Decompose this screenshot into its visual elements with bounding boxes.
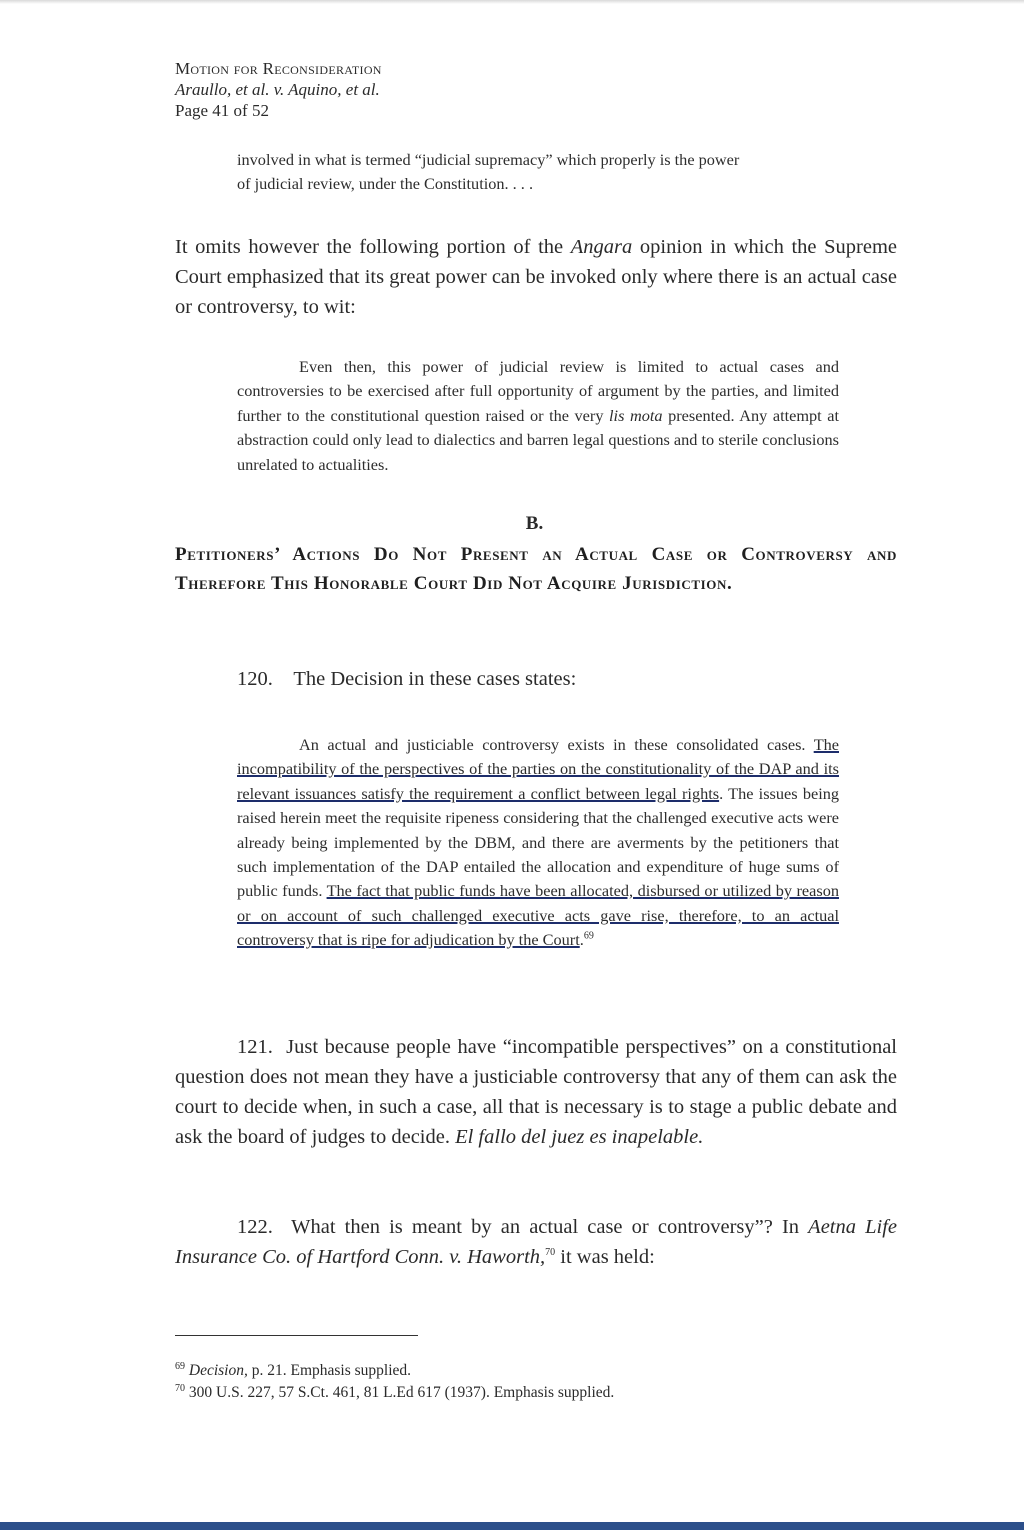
footnote-rule bbox=[175, 1335, 418, 1336]
quote-decision bbox=[237, 733, 839, 953]
footnote-69 bbox=[175, 1361, 411, 1380]
text-run: . bbox=[579, 930, 584, 950]
text-run: Just because people have “incompatible perspectives” on a constitutional question does not mean they have a justiciable controversy that any of them can ask the court to decide when, in such a case, all that is necessary is to stage a public debate and ask the board of judges to decide. bbox=[175, 1036, 898, 1148]
footnote-ref: 70 bbox=[545, 1247, 556, 1259]
footnote-text: 300 U.S. 227, 57 S.Ct. 461, 81 L.Ed 617 (1937). Emphasis supplied. bbox=[185, 1384, 615, 1401]
text-run: An actual and justiciable controversy exists in these consolidated cases. bbox=[299, 735, 814, 754]
footnote-number: 69 bbox=[175, 1360, 185, 1372]
underlined-text: The fact that public funds have been allocated, disbursed or utilized by reason or on account of such challenged executive acts gave rise, therefore, to an actual controversy that is ripe for adjudication by the Court bbox=[237, 881, 839, 950]
paragraph-120 bbox=[237, 664, 897, 694]
footnote-ref: 69 bbox=[583, 930, 594, 942]
footnote-italic: Decision, bbox=[188, 1362, 248, 1379]
underlined-text: The incompatibility of the perspectives of the parties on the constitutionality of the DAP and its relevant issuances satisfy the requirement a conflict between legal rights bbox=[237, 735, 839, 803]
document-title: Motion for Reconsideration bbox=[175, 59, 382, 78]
case-name: Angara bbox=[570, 236, 633, 258]
paragraph-number: 121. bbox=[237, 1036, 273, 1058]
text-run: . The issues being raised herein meet the requisite ripeness considering that the challenged executive acts were already being implemented by the DBM, and there are averments by the petitioners that such implementation of the DAP entailed the allocation and expenditure of huge sums of public funds. bbox=[237, 783, 840, 901]
page-number: Page 41 of 52 bbox=[175, 101, 269, 120]
text-run: opinion in which the Supreme Court emphasized that its great power can be invoked only where there is an actual case or controversy, to wit: bbox=[175, 236, 897, 318]
text-run: What then is meant by an actual case or controversy”? In bbox=[291, 1216, 809, 1238]
scan-edge-top bbox=[0, 0, 1024, 4]
text-run: The Decision in these cases states: bbox=[293, 668, 577, 690]
case-caption: Araullo, et al. v. Aquino, et al. bbox=[175, 80, 380, 99]
case-name: Aetna Life Insurance Co. of Hartford Conn. v. Haworth, bbox=[175, 1216, 898, 1268]
paragraph-121 bbox=[175, 1032, 897, 1152]
text-run: presented. Any attempt at abstraction could only lead to dialectics and barren legal questions and to sterile conclusions unrelated to actualities. bbox=[237, 405, 839, 474]
page-header bbox=[175, 58, 382, 121]
paragraph-number: 120. bbox=[237, 668, 273, 690]
section-heading: Petitioners’ Actions Do Not Present an Actual Case or Controversy and Therefore This Honorable Court Did Not Acquire Jurisdiction. bbox=[175, 544, 897, 594]
quote-line: involved in what is termed “judicial supremacy” which properly is the power bbox=[237, 150, 740, 169]
spanish-phrase: El fallo del juez es inapelable. bbox=[455, 1126, 704, 1148]
paragraph-number: 122. bbox=[237, 1216, 273, 1238]
footnote-text: p. 21. Emphasis supplied. bbox=[247, 1362, 412, 1379]
scan-edge-bottom bbox=[0, 1522, 1024, 1530]
footnote-70 bbox=[175, 1383, 614, 1402]
section-letter: B. bbox=[525, 513, 544, 534]
paragraph-122 bbox=[175, 1212, 897, 1272]
text-run: it was held: bbox=[555, 1246, 655, 1268]
paragraph-angara bbox=[175, 232, 897, 322]
footnote-number: 70 bbox=[175, 1382, 185, 1394]
latin-term: lis mota bbox=[609, 405, 663, 425]
quote-line: of judicial review, under the Constitution. . . . bbox=[237, 174, 534, 194]
quote-angara bbox=[237, 355, 839, 477]
quote-continuation bbox=[237, 148, 837, 197]
text-run: Even then, this power of judicial review is limited to actual cases and controversies to be exercised after full opportunity of argument by the parties, and limited further to the constitutional question raised or the very bbox=[237, 357, 839, 425]
text-run: It omits however the following portion of the bbox=[175, 236, 571, 258]
